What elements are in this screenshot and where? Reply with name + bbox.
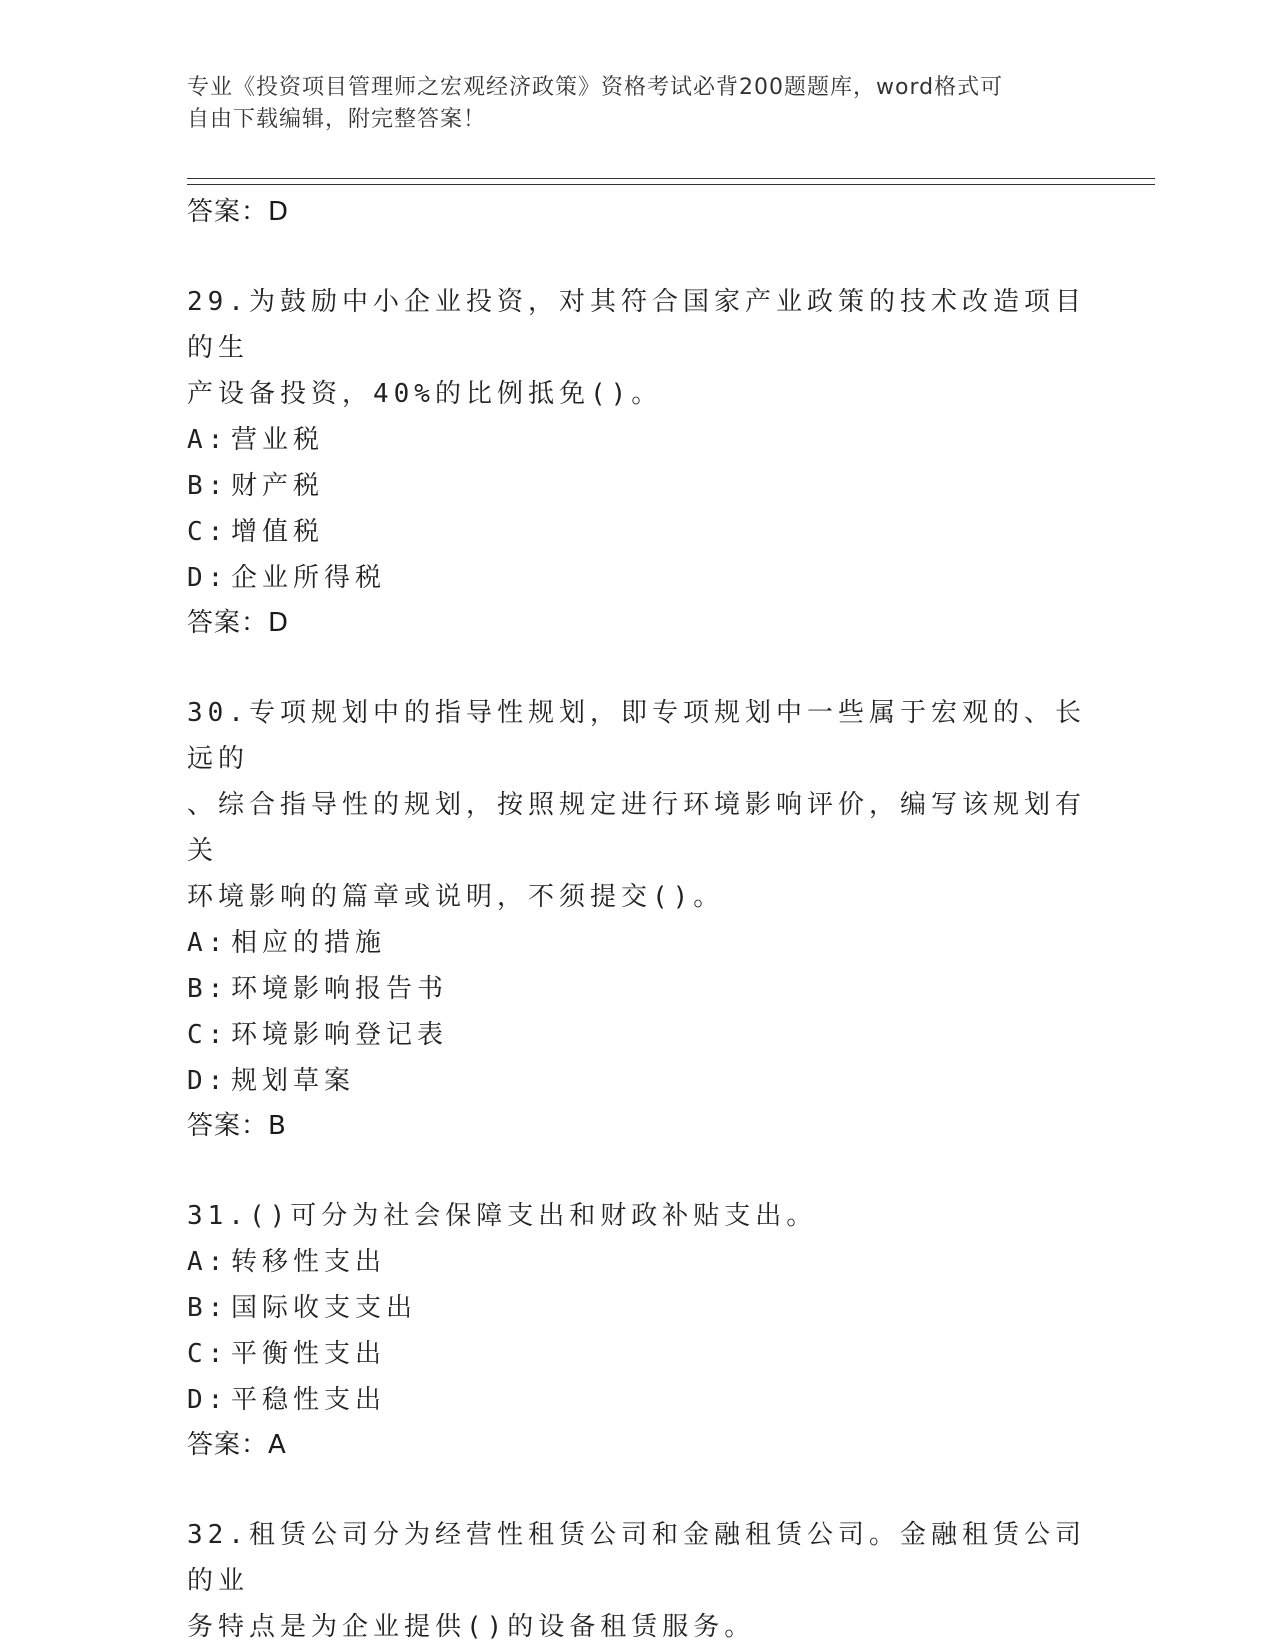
answer-label: 答案： bbox=[187, 1430, 269, 1460]
option-letter: D: bbox=[187, 563, 229, 593]
option-letter: B: bbox=[187, 974, 229, 1004]
option-text: 增值税 bbox=[231, 517, 325, 547]
option-text: 环境影响登记表 bbox=[231, 1020, 449, 1050]
option-item bbox=[187, 1012, 1087, 1058]
question-block bbox=[187, 690, 1087, 1148]
question-text-line: 产设备投资，40%的比例抵免()。 bbox=[187, 379, 663, 409]
option-text: 财产税 bbox=[231, 471, 325, 501]
question-text-line: 务特点是为企业提供()的设备租赁服务。 bbox=[187, 1612, 756, 1642]
answer-line bbox=[187, 601, 1087, 645]
option-text: 国际收支支出 bbox=[231, 1293, 418, 1323]
question-text-line: 31.()可分为社会保障支出和财政补贴支出。 bbox=[187, 1201, 818, 1231]
header-line-1: 专业《投资项目管理师之宏观经济政策》资格考试必背200题题库，word格式可 bbox=[187, 75, 1004, 100]
question-text-line: 29.为鼓励中小企业投资，对其符合国家产业政策的技术改造项目的生 bbox=[187, 287, 1086, 363]
option-text: 转移性支出 bbox=[231, 1247, 387, 1277]
answer-label: 答案： bbox=[187, 197, 269, 227]
answer-value: D bbox=[268, 608, 290, 638]
question-block bbox=[187, 1512, 1087, 1650]
option-item bbox=[187, 463, 1087, 509]
option-letter: B: bbox=[187, 1293, 229, 1323]
option-item bbox=[187, 920, 1087, 966]
option-text: 平稳性支出 bbox=[231, 1385, 387, 1415]
option-letter: C: bbox=[187, 517, 229, 547]
option-item bbox=[187, 509, 1087, 555]
answer-label: 答案： bbox=[187, 608, 269, 638]
document-header bbox=[187, 72, 1067, 136]
option-item bbox=[187, 1239, 1087, 1285]
question-gap bbox=[187, 645, 1087, 690]
option-letter: C: bbox=[187, 1339, 229, 1369]
question-text-line: 、综合指导性的规划，按照规定进行环境影响评价，编写该规划有关 bbox=[187, 790, 1087, 866]
option-item bbox=[187, 555, 1087, 601]
option-letter: A: bbox=[187, 425, 229, 455]
option-item bbox=[187, 1377, 1087, 1423]
option-letter: B: bbox=[187, 471, 229, 501]
question-text-line: 环境影响的篇章或说明，不须提交()。 bbox=[187, 882, 725, 912]
option-text: 企业所得税 bbox=[231, 563, 387, 593]
option-item bbox=[187, 417, 1087, 463]
option-text: 规划草案 bbox=[231, 1066, 356, 1096]
question-list bbox=[187, 234, 1087, 1650]
answer-value: D bbox=[268, 197, 290, 227]
header-line-2: 自由下载编辑，附完整答案！ bbox=[187, 107, 487, 132]
option-letter: A: bbox=[187, 1247, 229, 1277]
option-letter: D: bbox=[187, 1066, 229, 1096]
option-text: 营业税 bbox=[231, 425, 325, 455]
option-item bbox=[187, 966, 1087, 1012]
question-gap bbox=[187, 1148, 1087, 1193]
question-block bbox=[187, 1193, 1087, 1467]
question-text-line: 32.租赁公司分为经营性租赁公司和金融租赁公司。金融租赁公司的业 bbox=[187, 1520, 1086, 1596]
document-body bbox=[187, 190, 1087, 1650]
option-item bbox=[187, 1058, 1087, 1104]
header-divider bbox=[187, 178, 1155, 185]
answer-line bbox=[187, 1104, 1087, 1148]
answer-line bbox=[187, 190, 1087, 234]
option-text: 相应的措施 bbox=[231, 928, 387, 958]
answer-line bbox=[187, 1423, 1087, 1467]
answer-label: 答案： bbox=[187, 1111, 269, 1141]
question-gap bbox=[187, 1467, 1087, 1512]
option-item bbox=[187, 1331, 1087, 1377]
option-text: 环境影响报告书 bbox=[231, 974, 449, 1004]
option-letter: C: bbox=[187, 1020, 229, 1050]
question-text-line: 30.专项规划中的指导性规划，即专项规划中一些属于宏观的、长远的 bbox=[187, 698, 1086, 774]
question-block bbox=[187, 279, 1087, 645]
option-letter: D: bbox=[187, 1385, 229, 1415]
option-text: 平衡性支出 bbox=[231, 1339, 387, 1369]
option-item bbox=[187, 1285, 1087, 1331]
question-gap bbox=[187, 234, 1087, 279]
answer-value: A bbox=[268, 1430, 287, 1460]
option-letter: A: bbox=[187, 928, 229, 958]
answer-value: B bbox=[268, 1111, 287, 1141]
